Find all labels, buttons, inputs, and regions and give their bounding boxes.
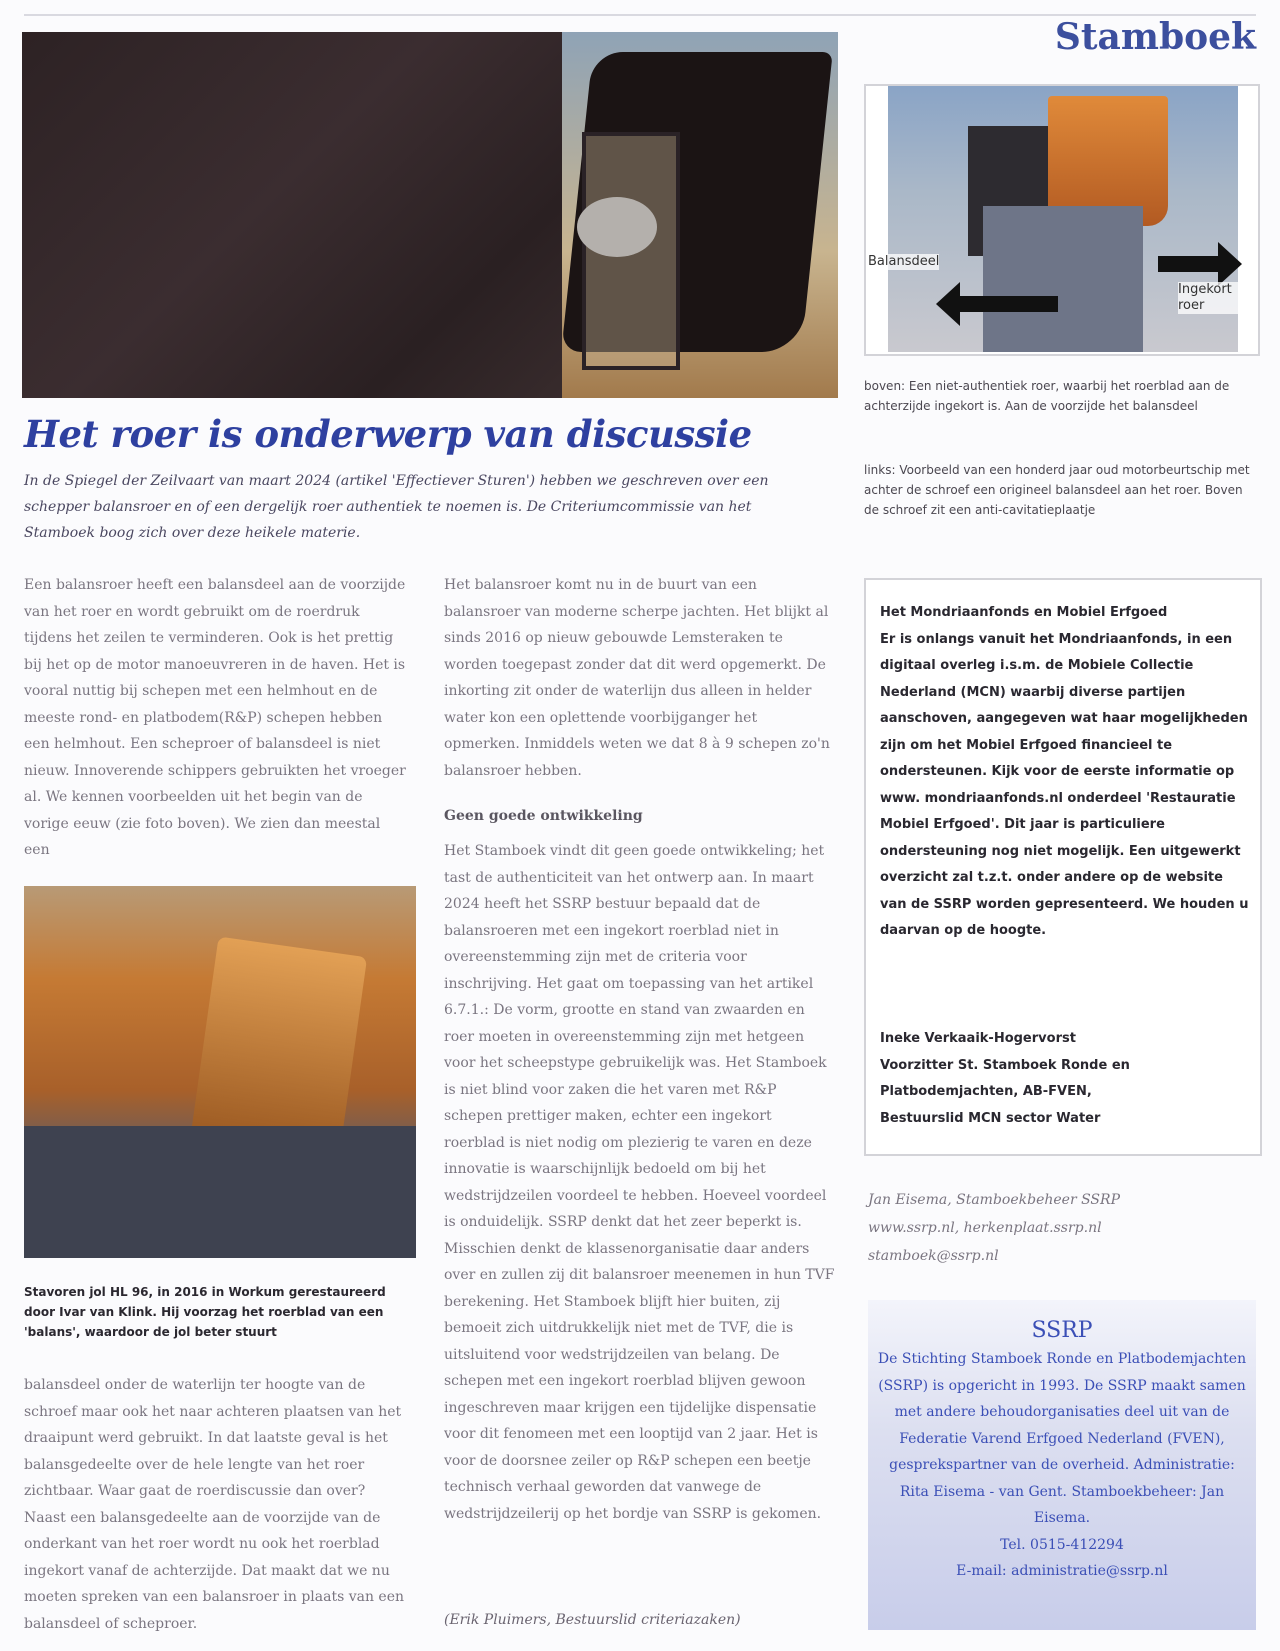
section-title: Stamboek (1054, 16, 1256, 58)
headline: Het roer is onderwerp van discussie (24, 412, 752, 456)
photo-label-balansdeel: Balansdeel (868, 254, 940, 269)
credits-email: stamboek@ssrp.nl (868, 1248, 999, 1264)
column2-text-continued: Het Stamboek vindt dit geen goede ontwikkeling; het tast de authenticiteit van het ontwerp aan. In maart 2024 heeft het SSRP bestuur bepaald dat de balansroeren met een ingekort roerblad niet in overeenstemming zijn met de criteria voor inschrijving. Het gaat om toepassing van het artikel 6.7.1.: De vorm, grootte en stand van zwaarden en roer moeten in overeenstemming zijn met hetgeen voor het scheepstype gebruikelijk was. Het Stamboek is niet blind voor zaken die het varen met R&P schepen prettiger maken, echter een ingekort roerblad is niet nodig om plezierig te varen en deze innovatie is waarschijnlijk bedoeld om bij het wedstrijdzeilen voordeel te hebben. Hoeveel voordeel is onduidelijk. SSRP denkt dat het zeer beperkt is. Misschien denkt de klassenorganisatie daar anders over en zullen zij dit balansroer meenemen in hun TVF berekening. Het Stamboek blijft hier buiten, zij bemoeit zich uitdrukkelijk niet met de TVF, die is uitsluitend voor wedstrijdzeilen van belang. De schepen met een ingekort roerblad blijven gewoon ingeschreven maar krijgen een tijdelijke dispensatie voor dit fenomeen met een looptijd van 2 jaar. Het is voor de doorsnee zeiler op R&P schepen een beetje technisch verhaal geworden dat vanwege de wedstrijdzeilerij op het bordje van SSRP is gekomen. (444, 843, 835, 1522)
lead-paragraph: In de Spiegel der Zeilvaart van maart 2024 (artikel 'Effectiever Sturen') hebben we geschreven over een schepper balansroer en of een dergelijk roer authentiek te noemen is. De Criteriumcommissie van het Stamboek boog zich over deze heikele materie. (24, 473, 769, 541)
mondriaan-title: Het Mondriaanfonds en Mobiel Erfgoed (880, 605, 1168, 620)
signature-role-1: Voorzitter St. Stamboek Ronde en Platbodemjachten, AB-FVEN, (880, 1057, 1130, 1099)
mondriaan-text: Er is onlangs vanuit het Mondriaanfonds, in een digitaal overleg i.s.m. de Mobiele Collectie Nederland (MCN) waarbij diverse partijen aanschoven, aangegeven wat haar mogelijkheden zijn om het Mobiel Erfgoed financieel te ondersteunen. Kijk voor de eerste informatie op www. mondriaanfonds.nl onderdeel 'Restauratie Mobiel Erfgoed'. Dit jaar is particuliere ondersteuning nog niet mogelijk. Een uitgewerkt overzicht zal t.z.t. onder andere op de website van de SSRP worden gepresenteerd. We houden u daarvan op de hoogte. (880, 631, 1249, 938)
ssrp-phone: Tel. 0515-412294 (1000, 1536, 1124, 1553)
arrow-left-icon (958, 296, 1058, 312)
mondriaan-body (880, 600, 1250, 945)
ssrp-title: SSRP (1031, 1318, 1093, 1343)
column2-subhead: Geen goede ontwikkeling (444, 808, 643, 824)
photo-label-ingekort: Ingekort roer (1178, 282, 1254, 314)
ssrp-email: E-mail: administratie@ssrp.nl (956, 1563, 1168, 1579)
caption-jol-photo: Stavoren jol HL 96, in 2016 in Workum gerestaureerd door Ivar van Klink. Hij voorzag het roerblad van een 'balans', waardoor de jol beter stuurt (24, 1285, 386, 1339)
ssrp-text: De Stichting Stamboek Ronde en Platbodemjachten (SSRP) is opgericht in 1993. De SSRP maakt samen met andere behoudorganisaties deel uit van de Federatie Varend Erfgoed Nederland (FVEN), gesprekspartner van de overheid. Administratie: Rita Eisema - van Gent. Stamboekbeheer: Jan Eisema. (877, 1351, 1247, 1526)
credits (868, 1186, 1248, 1270)
caption-right-bottom: links: Voorbeeld van een honderd jaar oud motorbeurtschip met achter de schroef een origineel balansdeel aan het roer. Boven de schroef zit een anti-cavitatieplaatje (864, 463, 1250, 517)
signature-name: Ineke Verkaaik-Hogervorst (880, 1031, 1076, 1046)
mondriaan-box (864, 578, 1262, 1156)
article-signature: (Erik Pluimers, Bestuurslid criteriazaken) (444, 1612, 741, 1628)
credits-name: Jan Eisema, Stamboekbeheer SSRP (868, 1192, 1120, 1208)
column1-text-continued: balansdeel onder de waterlijn ter hoogte van de schroef maar ook het naar achteren plaatsen van het draaipunt werd gebruikt. In dat laatste geval is het balansgedeelte over de hele lengte van het roer zichtbaar. Waar gaat de roerdiscussie dan over? Naast een balansgedeelte aan de voorzijde van de onderkant van het roer wordt nu ook het roerblad ingekort vanaf de achterzijde. Dat maakt dat we nu moeten spreken van een balansroer in plaats van een balansdeel of scheproer. (24, 1377, 405, 1632)
column2-text: Het balansroer komt nu in de buurt van een balansroer van moderne scherpe jachten. Het blijkt al sinds 2016 op nieuw gebouwde Lemsteraken te worden toegepast zonder dat dit werd opgemerkt. De inkorting zit onder de waterlijn dus alleen in helder water kon een oplettende voorbijganger het opmerken. Inmiddels weten we dat 8 à 9 schepen zo'n balansroer hebben. (444, 577, 830, 779)
mondriaan-signature (880, 1026, 1250, 1132)
arrow-right-icon (1158, 256, 1218, 272)
hero-photo-rudder (22, 32, 838, 398)
caption-right-top: boven: Een niet-authentiek roer, waarbij het roerblad aan de achterzijde ingekort is. Aan de voorzijde het balansdeel (864, 379, 1230, 413)
signature-role-2: Bestuurslid MCN sector Water (880, 1110, 1101, 1126)
jol-photo (24, 886, 416, 1258)
rudder-photo-box (864, 84, 1260, 356)
ssrp-box (868, 1300, 1256, 1630)
ssrp-info (876, 1346, 1248, 1585)
credits-websites: www.ssrp.nl, herkenplaat.ssrp.nl (868, 1220, 1102, 1236)
column1-text: Een balansroer heeft een balansdeel aan de voorzijde van het roer en wordt gebruikt om de roerdruk tijdens het zeilen te verminderen. Ook is het prettig bij het op de motor manoeuvreren in de haven. Het is vooral nuttig bij schepen met een helmhout en de meeste rond- en platbodem(R&P) schepen hebben een helmhout. Een scheproer of balansdeel is niet nieuw. Innoverende schippers gebruikten het vroeger al. We kennen voorbeelden uit het begin van de vorige eeuw (zie foto boven). We zien dan meestal een (24, 577, 406, 858)
